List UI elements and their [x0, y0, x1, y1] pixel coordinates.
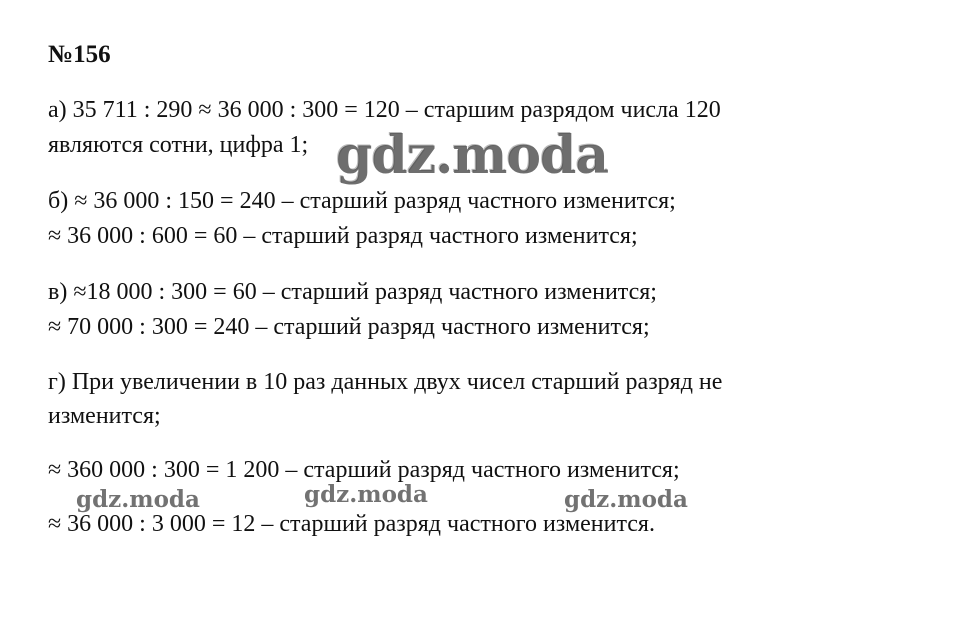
line-b-1: б) ≈ 36 000 : 150 = 240 – старший разряд частного изменится; [48, 188, 676, 214]
line-b-2: ≈ 36 000 : 600 = 60 – старший разряд частного изменится; [48, 223, 638, 249]
line-a-2: являются сотни, цифра 1; [48, 132, 309, 158]
line-g-2: изменится; [48, 403, 161, 429]
line-v-1: в) ≈18 000 : 300 = 60 – старший разряд частного изменится; [48, 279, 657, 305]
line-a-1: а) 35 711 : 290 ≈ 36 000 : 300 = 120 – старшим разрядом числа 120 [48, 97, 721, 123]
line-g-3: ≈ 360 000 : 300 = 1 200 – старший разряд частного изменится; [48, 457, 680, 483]
line-v-2: ≈ 70 000 : 300 = 240 – старший разряд частного изменится; [48, 314, 650, 340]
watermark-main: gdz.moda [336, 125, 609, 186]
watermark-small-right: gdz.moda [564, 486, 688, 513]
watermark-small-left: gdz.moda [76, 486, 200, 513]
line-g-4: ≈ 36 000 : 3 000 = 12 – старший разряд частного изменится. [48, 511, 655, 537]
line-g-1: г) При увеличении в 10 раз данных двух чисел старший разряд не [48, 369, 723, 395]
problem-number: №156 [48, 41, 111, 68]
watermark-small-center: gdz.moda [304, 481, 428, 508]
